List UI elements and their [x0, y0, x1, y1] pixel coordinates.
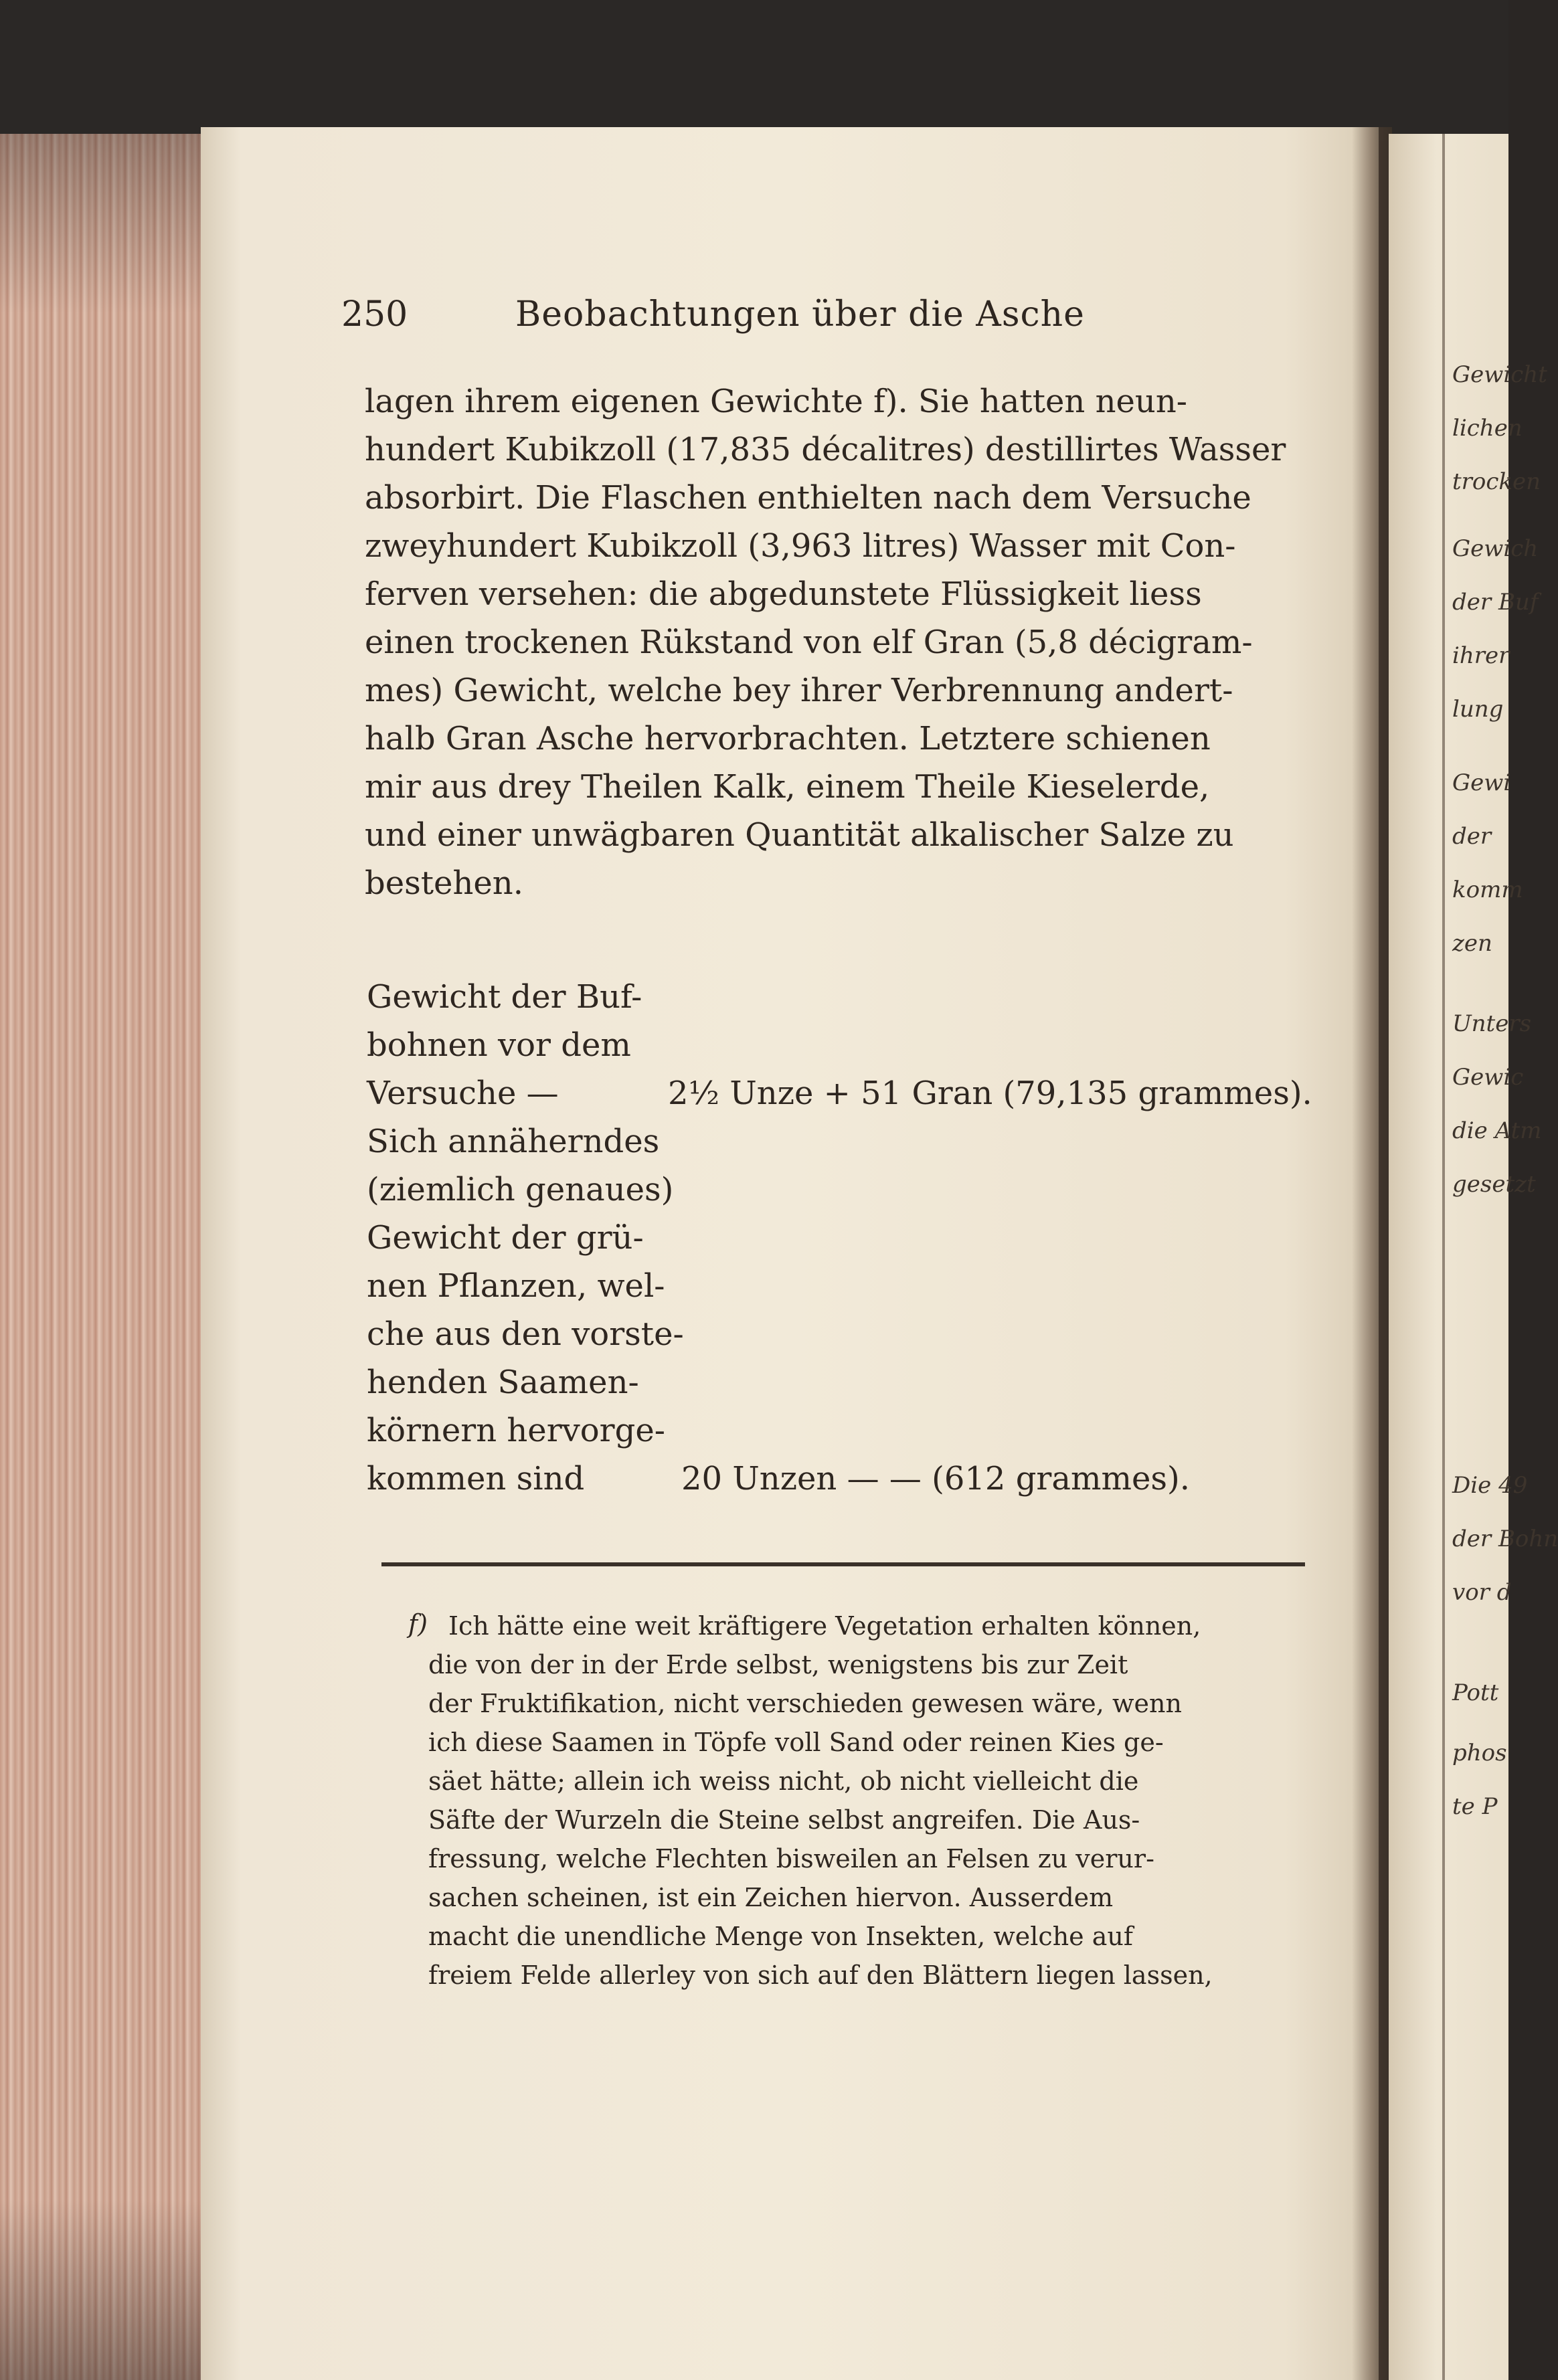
facing-fragment: Gewi [1452, 769, 1511, 796]
footnote-line: Ich hätte eine weit kräftigere Vegetation erhalten können, [448, 1611, 1201, 1641]
weight-table [367, 977, 1317, 1539]
footnote-marker: f) [408, 1609, 428, 1639]
running-title: Beobachtungen über die Asche [515, 294, 1085, 335]
row2-label-line: kommen sind [367, 1460, 585, 1497]
facing-fragment: die Atm [1452, 1117, 1542, 1144]
row1-value: 2½ Unze + 51 Gran (79,135 grammes). [668, 1075, 1312, 1112]
row2-label-line: henden Saamen- [367, 1364, 639, 1401]
page-edges-shadow [0, 134, 201, 2380]
facing-fragment: der Buf [1452, 589, 1539, 616]
facing-fragment: vor d [1452, 1579, 1512, 1606]
row2-label-line: nen Pflanzen, wel- [367, 1267, 665, 1305]
facing-fragment: der [1452, 823, 1492, 850]
facing-page-rule [1442, 134, 1445, 2380]
body-line: lagen ihrem eigenen Gewichte f). Sie hatten neun- [365, 383, 1187, 420]
row2-label-line: che aus den vorste- [367, 1315, 684, 1353]
body-line: bestehen. [365, 864, 523, 902]
footnote-line: macht die unendliche Menge von Insekten, welche auf [428, 1922, 1133, 1951]
facing-fragment: Gewic [1452, 1064, 1524, 1091]
facing-fragment: gesetzt [1452, 1171, 1536, 1198]
footnote-line: die von der in der Erde selbst, wenigstens bis zur Zeit [428, 1650, 1128, 1679]
footnote-line: sachen scheinen, ist ein Zeichen hiervon. Ausserdem [428, 1883, 1114, 1912]
body-line: ferven versehen: die abgedunstete Flüssigkeit liess [365, 575, 1202, 613]
facing-fragment: Gewicht [1452, 361, 1547, 388]
row2-label-line: körnern hervorge- [367, 1412, 665, 1449]
page-number: 250 [341, 294, 408, 335]
body-line: absorbirt. Die Flaschen enthielten nach dem Versuche [365, 479, 1251, 517]
row2-label-line: Sich annäherndes [367, 1123, 660, 1160]
facing-fragment: Die 49 [1452, 1472, 1528, 1499]
body-line: und einer unwägbaren Quantität alkalischer Salze zu [365, 816, 1234, 854]
body-line: halb Gran Asche hervorbrachten. Letztere schienen [365, 720, 1211, 757]
row2-label-line: Gewicht der grü- [367, 1219, 644, 1257]
backdrop [0, 0, 1508, 141]
footnote-line: freiem Felde allerley von sich auf den Blättern liegen lassen, [428, 1960, 1213, 1990]
footnote-line: Säfte der Wurzeln die Steine selbst angreifen. Die Aus- [428, 1805, 1140, 1835]
body-line: mir aus drey Theilen Kalk, einem Theile Kieselerde, [365, 768, 1210, 806]
page-header [341, 294, 1305, 348]
body-line: zweyhundert Kubikzoll (3,963 litres) Wasser mit Con- [365, 527, 1236, 565]
facing-fragment: zen [1452, 930, 1492, 957]
row1-label-line: Gewicht der Buf- [367, 978, 642, 1016]
body-line: mes) Gewicht, welche bey ihrer Verbrennung andert- [365, 672, 1233, 709]
facing-fragment: der Bohn [1452, 1526, 1558, 1552]
facing-fragment: phos [1452, 1740, 1507, 1766]
book-gutter [1352, 127, 1392, 2380]
facing-fragment: Pott [1452, 1679, 1499, 1706]
body-line: hundert Kubikzoll (17,835 décalitres) destillirtes Wasser [365, 431, 1286, 468]
facing-fragment: te P [1452, 1793, 1498, 1820]
row2-value: 20 Unzen — — (612 grammes). [681, 1460, 1191, 1497]
facing-fragment: lung [1452, 696, 1504, 723]
facing-fragment: komm [1452, 877, 1523, 903]
row1-label-line: Versuche — [367, 1075, 559, 1112]
footnote-line: ich diese Saamen in Töpfe voll Sand oder reinen Kies ge- [428, 1728, 1164, 1757]
facing-fragment: lichen [1452, 415, 1523, 442]
body-line: einen trockenen Rükstand von elf Gran (5,8 décigram- [365, 624, 1253, 661]
facing-page [1389, 134, 1558, 2380]
footnote-line: säet hätte; allein ich weiss nicht, ob nicht vielleicht die [428, 1766, 1139, 1796]
footnote-line: fressung, welche Flechten bisweilen an Felsen zu verur- [428, 1844, 1154, 1873]
facing-fragment: trocken [1452, 468, 1541, 495]
facing-fragment: Unters [1452, 1010, 1532, 1037]
footnote-line: der Fruktifikation, nicht verschieden gewesen wäre, wenn [428, 1689, 1182, 1718]
footnote-divider [381, 1562, 1305, 1566]
facing-fragment: ihrer [1452, 642, 1510, 669]
row2-label-line: (ziemlich genaues) [367, 1171, 674, 1208]
row1-label-line: bohnen vor dem [367, 1026, 631, 1064]
facing-fragment: Gewich [1452, 535, 1539, 562]
